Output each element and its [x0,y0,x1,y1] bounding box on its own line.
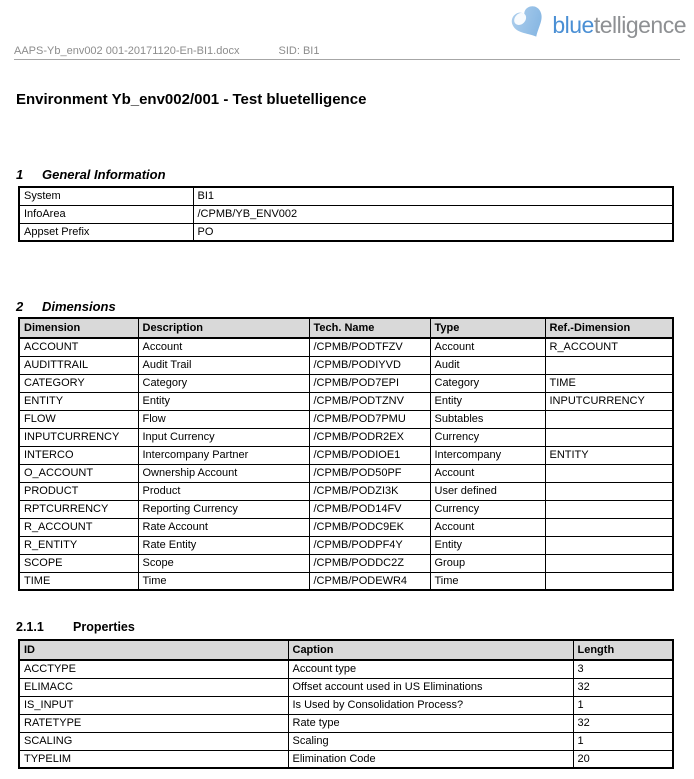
table-cell: PO [193,223,673,241]
section-label: Dimensions [42,299,116,314]
table-cell: System [19,187,193,205]
drop-heart-icon [510,4,548,47]
table-cell: Elimination Code [288,750,573,768]
table-cell: FLOW [19,410,138,428]
table-cell: PRODUCT [19,482,138,500]
table-row [19,518,673,536]
table-row [19,374,673,392]
table-cell: INTERCO [19,446,138,464]
section-heading-dimensions [16,299,116,314]
table-cell [545,572,673,590]
table-cell: ELIMACC [19,678,288,696]
table-cell: /CPMB/PODIYVD [309,356,430,374]
table-cell [545,428,673,446]
table-cell: Intercompany Partner [138,446,309,464]
table-cell: INPUTCURRENCY [545,392,673,410]
table-cell: TYPELIM [19,750,288,768]
page-title: Environment Yb_env002/001 - Test bluetelligence [16,91,367,108]
table-cell: Offset account used in US Eliminations [288,678,573,696]
table-row [19,338,673,356]
table-cell: /CPMB/PODTZNV [309,392,430,410]
table-row [19,356,673,374]
table-row [19,223,673,241]
column-header: Ref.-Dimension [545,318,673,338]
table-row [19,392,673,410]
table-cell: Currency [430,500,545,518]
table-cell [545,536,673,554]
table-cell: Time [430,572,545,590]
table-cell: IS_INPUT [19,696,288,714]
table-cell [545,356,673,374]
table-cell: Product [138,482,309,500]
table-cell: /CPMB/PODIOE1 [309,446,430,464]
table-cell: Group [430,554,545,572]
table-cell: /CPMB/PODDC2Z [309,554,430,572]
table-cell: Entity [430,392,545,410]
table-cell: 1 [573,696,673,714]
table-cell: 3 [573,660,673,678]
table-cell: ENTITY [545,446,673,464]
section-heading-general-information [16,167,166,182]
section-number: 1 [16,167,24,182]
table-cell: /CPMB/PODR2EX [309,428,430,446]
table-cell: /CPMB/POD14FV [309,500,430,518]
table-cell [545,464,673,482]
table-cell: O_ACCOUNT [19,464,138,482]
table-cell: Currency [430,428,545,446]
table-cell: Rate Account [138,518,309,536]
table-cell: BI1 [193,187,673,205]
table-cell: ACCTYPE [19,660,288,678]
section-label: Properties [73,620,135,634]
table-cell: 20 [573,750,673,768]
table-cell: Input Currency [138,428,309,446]
table-cell: Audit Trail [138,356,309,374]
table-cell: Appset Prefix [19,223,193,241]
table-cell: /CPMB/PODPF4Y [309,536,430,554]
properties-table [18,639,674,769]
dimensions-table [18,317,674,591]
section-label: General Information [42,167,166,182]
table-cell [545,482,673,500]
table-cell: SCOPE [19,554,138,572]
table-cell [545,554,673,572]
table-cell: 32 [573,678,673,696]
table-cell: Entity [138,392,309,410]
table-cell: TIME [545,374,673,392]
table-cell: 1 [573,732,673,750]
table-row [19,750,673,768]
general-information-table [18,186,674,242]
column-header: Dimension [19,318,138,338]
table-row [19,410,673,428]
column-header: Description [138,318,309,338]
table-cell: Time [138,572,309,590]
column-header: Tech. Name [309,318,430,338]
table-cell: /CPMB/PODZI3K [309,482,430,500]
table-row [19,660,673,678]
bluetelligence-logo [510,4,686,47]
table-cell: /CPMB/PODEWR4 [309,572,430,590]
table-cell: Account [430,518,545,536]
logo-word-blue: blue [552,12,594,38]
table-cell: Audit [430,356,545,374]
table-cell: SCALING [19,732,288,750]
table-cell [545,410,673,428]
table-cell: Reporting Currency [138,500,309,518]
table-cell: TIME [19,572,138,590]
table-cell [545,500,673,518]
header-divider [14,59,680,60]
table-row [19,696,673,714]
table-row [19,205,673,223]
table-row [19,572,673,590]
table-row [19,464,673,482]
table-cell: R_ENTITY [19,536,138,554]
table-cell: Entity [430,536,545,554]
table-row [19,187,673,205]
section-number: 2.1.1 [16,620,44,634]
table-cell: /CPMB/PODC9EK [309,518,430,536]
table-cell: CATEGORY [19,374,138,392]
table-cell: ENTITY [19,392,138,410]
column-header: Type [430,318,545,338]
document-header-line [14,45,680,57]
logo-word-telligence: telligence [593,12,686,38]
table-cell: INPUTCURRENCY [19,428,138,446]
table-cell: R_ACCOUNT [19,518,138,536]
table-cell: Subtables [430,410,545,428]
table-cell: Scaling [288,732,573,750]
table-cell: Account [138,338,309,356]
section-heading-properties [16,620,135,634]
table-row [19,500,673,518]
table-row [19,446,673,464]
table-cell: RPTCURRENCY [19,500,138,518]
table-cell: Flow [138,410,309,428]
table-cell: Ownership Account [138,464,309,482]
table-row [19,554,673,572]
table-cell: Is Used by Consolidation Process? [288,696,573,714]
table-header-row [19,640,673,660]
table-cell: Rate Entity [138,536,309,554]
table-cell: /CPMB/POD7EPI [309,374,430,392]
table-cell: Scope [138,554,309,572]
document-filename: AAPS-Yb_env002 001-20171120-En-BI1.docx [14,45,240,57]
table-row [19,482,673,500]
table-cell: Category [430,374,545,392]
table-cell: User defined [430,482,545,500]
table-cell: /CPMB/YB_ENV002 [193,205,673,223]
table-cell: /CPMB/PODTFZV [309,338,430,356]
table-row [19,536,673,554]
table-row [19,678,673,696]
table-row [19,428,673,446]
table-cell: Account [430,338,545,356]
table-cell: InfoArea [19,205,193,223]
table-row [19,732,673,750]
table-cell: ACCOUNT [19,338,138,356]
table-cell: Account type [288,660,573,678]
column-header: ID [19,640,288,660]
table-cell: /CPMB/POD50PF [309,464,430,482]
table-cell: RATETYPE [19,714,288,732]
sid-label: SID: BI1 [278,45,320,57]
table-cell: Rate type [288,714,573,732]
table-header-row [19,318,673,338]
table-cell: 32 [573,714,673,732]
table-cell: /CPMB/POD7PMU [309,410,430,428]
table-cell: Intercompany [430,446,545,464]
table-cell: Category [138,374,309,392]
table-cell [545,518,673,536]
section-number: 2 [16,299,24,314]
logo-wordmark [552,12,686,39]
table-cell: R_ACCOUNT [545,338,673,356]
column-header: Caption [288,640,573,660]
table-cell: AUDITTRAIL [19,356,138,374]
column-header: Length [573,640,673,660]
table-row [19,714,673,732]
table-cell: Account [430,464,545,482]
